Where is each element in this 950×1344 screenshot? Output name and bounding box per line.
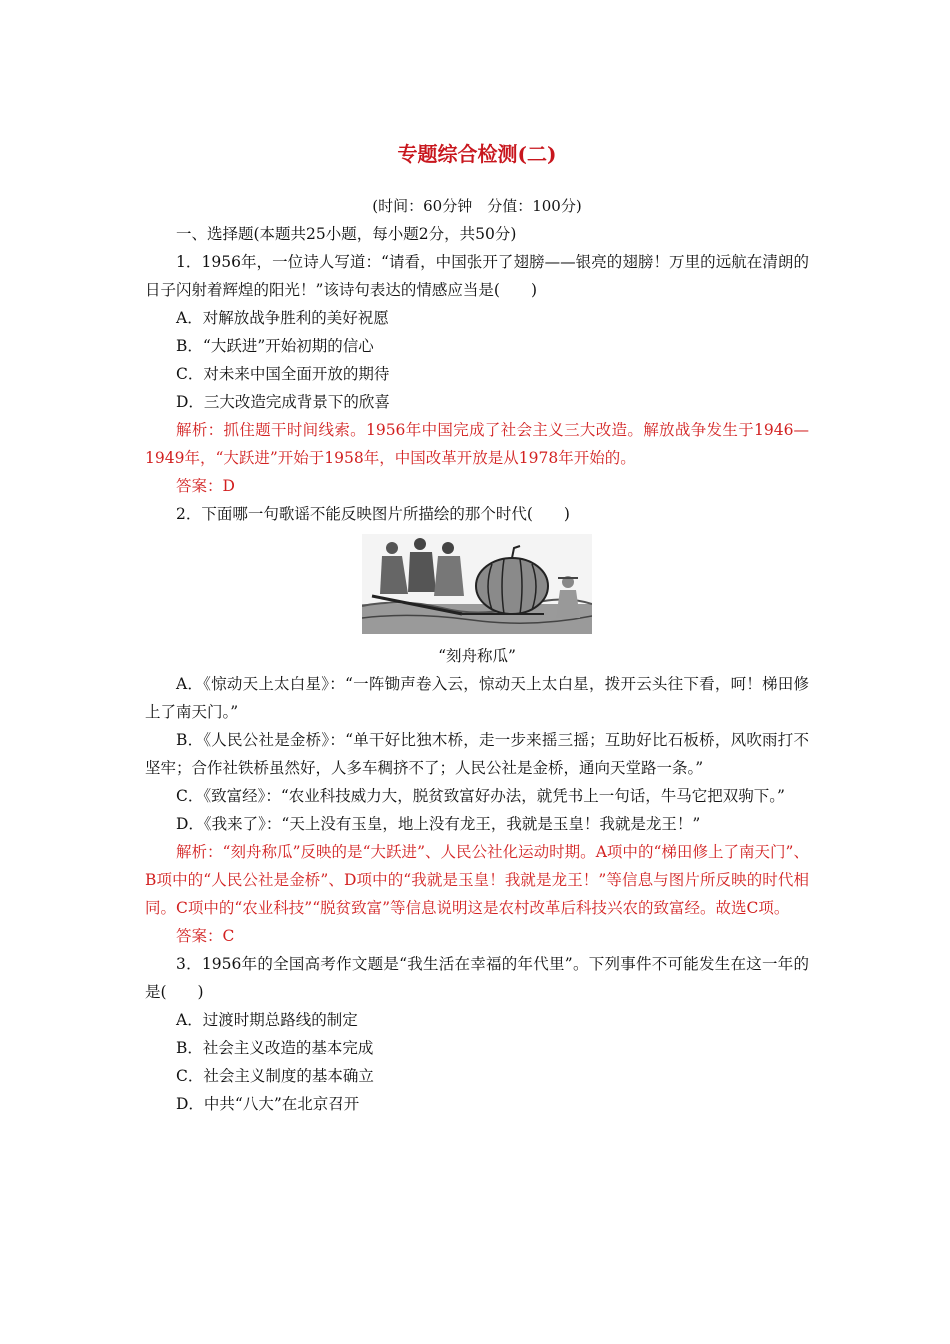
page-title: 专题综合检测(二) bbox=[397, 142, 557, 166]
q1-option-b: B．“大跃进”开始初期的信心 bbox=[176, 337, 374, 355]
q3-option-b: B．社会主义改造的基本完成 bbox=[176, 1039, 374, 1057]
q3-option-a: A．过渡时期总路线的制定 bbox=[176, 1011, 358, 1029]
q3-option-d: D．中共“八大”在北京召开 bbox=[176, 1095, 360, 1113]
q2-option-c: C．《致富经》：“农业科技威力大，脱贫致富好办法，就凭书上一句话，牛马它把双驹下。” bbox=[176, 787, 785, 805]
section-heading: 一、选择题(本题共25小题，每小题2分，共50分) bbox=[176, 225, 517, 243]
q1-option-d: D．三大改造完成背景下的欣喜 bbox=[176, 393, 390, 411]
q1-stem: 1．1956年，一位诗人写道：“请看，中国张开了翅膀——银亮的翅膀！万里的远航在清朗的日子闪射着辉煌的阳光！”该诗句表达的情感应当是( ) bbox=[145, 253, 809, 299]
q1-answer: 答案：D bbox=[176, 477, 235, 495]
melon-cartoon-image bbox=[362, 534, 592, 634]
woodcut-illustration bbox=[362, 534, 592, 634]
q1-analysis: 解析：抓住题干时间线索。1956年中国完成了社会主义三大改造。解放战争发生于1946—1949年，“大跃进”开始于1958年，中国改革开放是从1978年开始的。 bbox=[145, 421, 809, 467]
q2-stem: 2．下面哪一句歌谣不能反映图片所描绘的那个时代( ) bbox=[176, 505, 570, 523]
q1-option-a: A．对解放战争胜利的美好祝愿 bbox=[176, 309, 389, 327]
document-page bbox=[145, 140, 809, 1118]
q2-analysis: 解析：“刻舟称瓜”反映的是“大跃进”、人民公社化运动时期。A项中的“梯田修上了南天门”、B项中的“人民公社是金桥”、D项中的“我就是玉皇！我就是龙王！”等信息与图片所反映的时代相同。C项中的“农业科技”“脱贫致富”等信息说明这是农村改革后科技兴农的致富经。故选C项。 bbox=[145, 843, 809, 917]
q2-option-b: B．《人民公社是金桥》：“单干好比独木桥，走一步来摇三摇；互助好比石板桥，风吹雨打不坚牢；合作社铁桥虽然好，人多车稠挤不了；人民公社是金桥，通向天堂路一条。” bbox=[145, 731, 809, 777]
q3-option-c: C．社会主义制度的基本确立 bbox=[176, 1067, 374, 1085]
q2-option-a: A．《惊动天上太白星》：“一阵锄声卷入云，惊动天上太白星，拨开云头往下看，呵！梯田修上了南天门。” bbox=[145, 675, 809, 721]
q3-stem: 3．1956年的全国高考作文题是“我生活在幸福的年代里”。下列事件不可能发生在这一年的是( ) bbox=[145, 955, 809, 1001]
q2-answer: 答案：C bbox=[176, 927, 235, 945]
q1-option-c: C．对未来中国全面开放的期待 bbox=[176, 365, 390, 383]
q2-option-d: D．《我来了》：“天上没有玉皇，地上没有龙王，我就是玉皇！我就是龙王！” bbox=[176, 815, 701, 833]
figure-caption: “刻舟称瓜” bbox=[438, 647, 516, 665]
exam-meta: (时间：60分钟 分值：100分) bbox=[372, 197, 582, 215]
